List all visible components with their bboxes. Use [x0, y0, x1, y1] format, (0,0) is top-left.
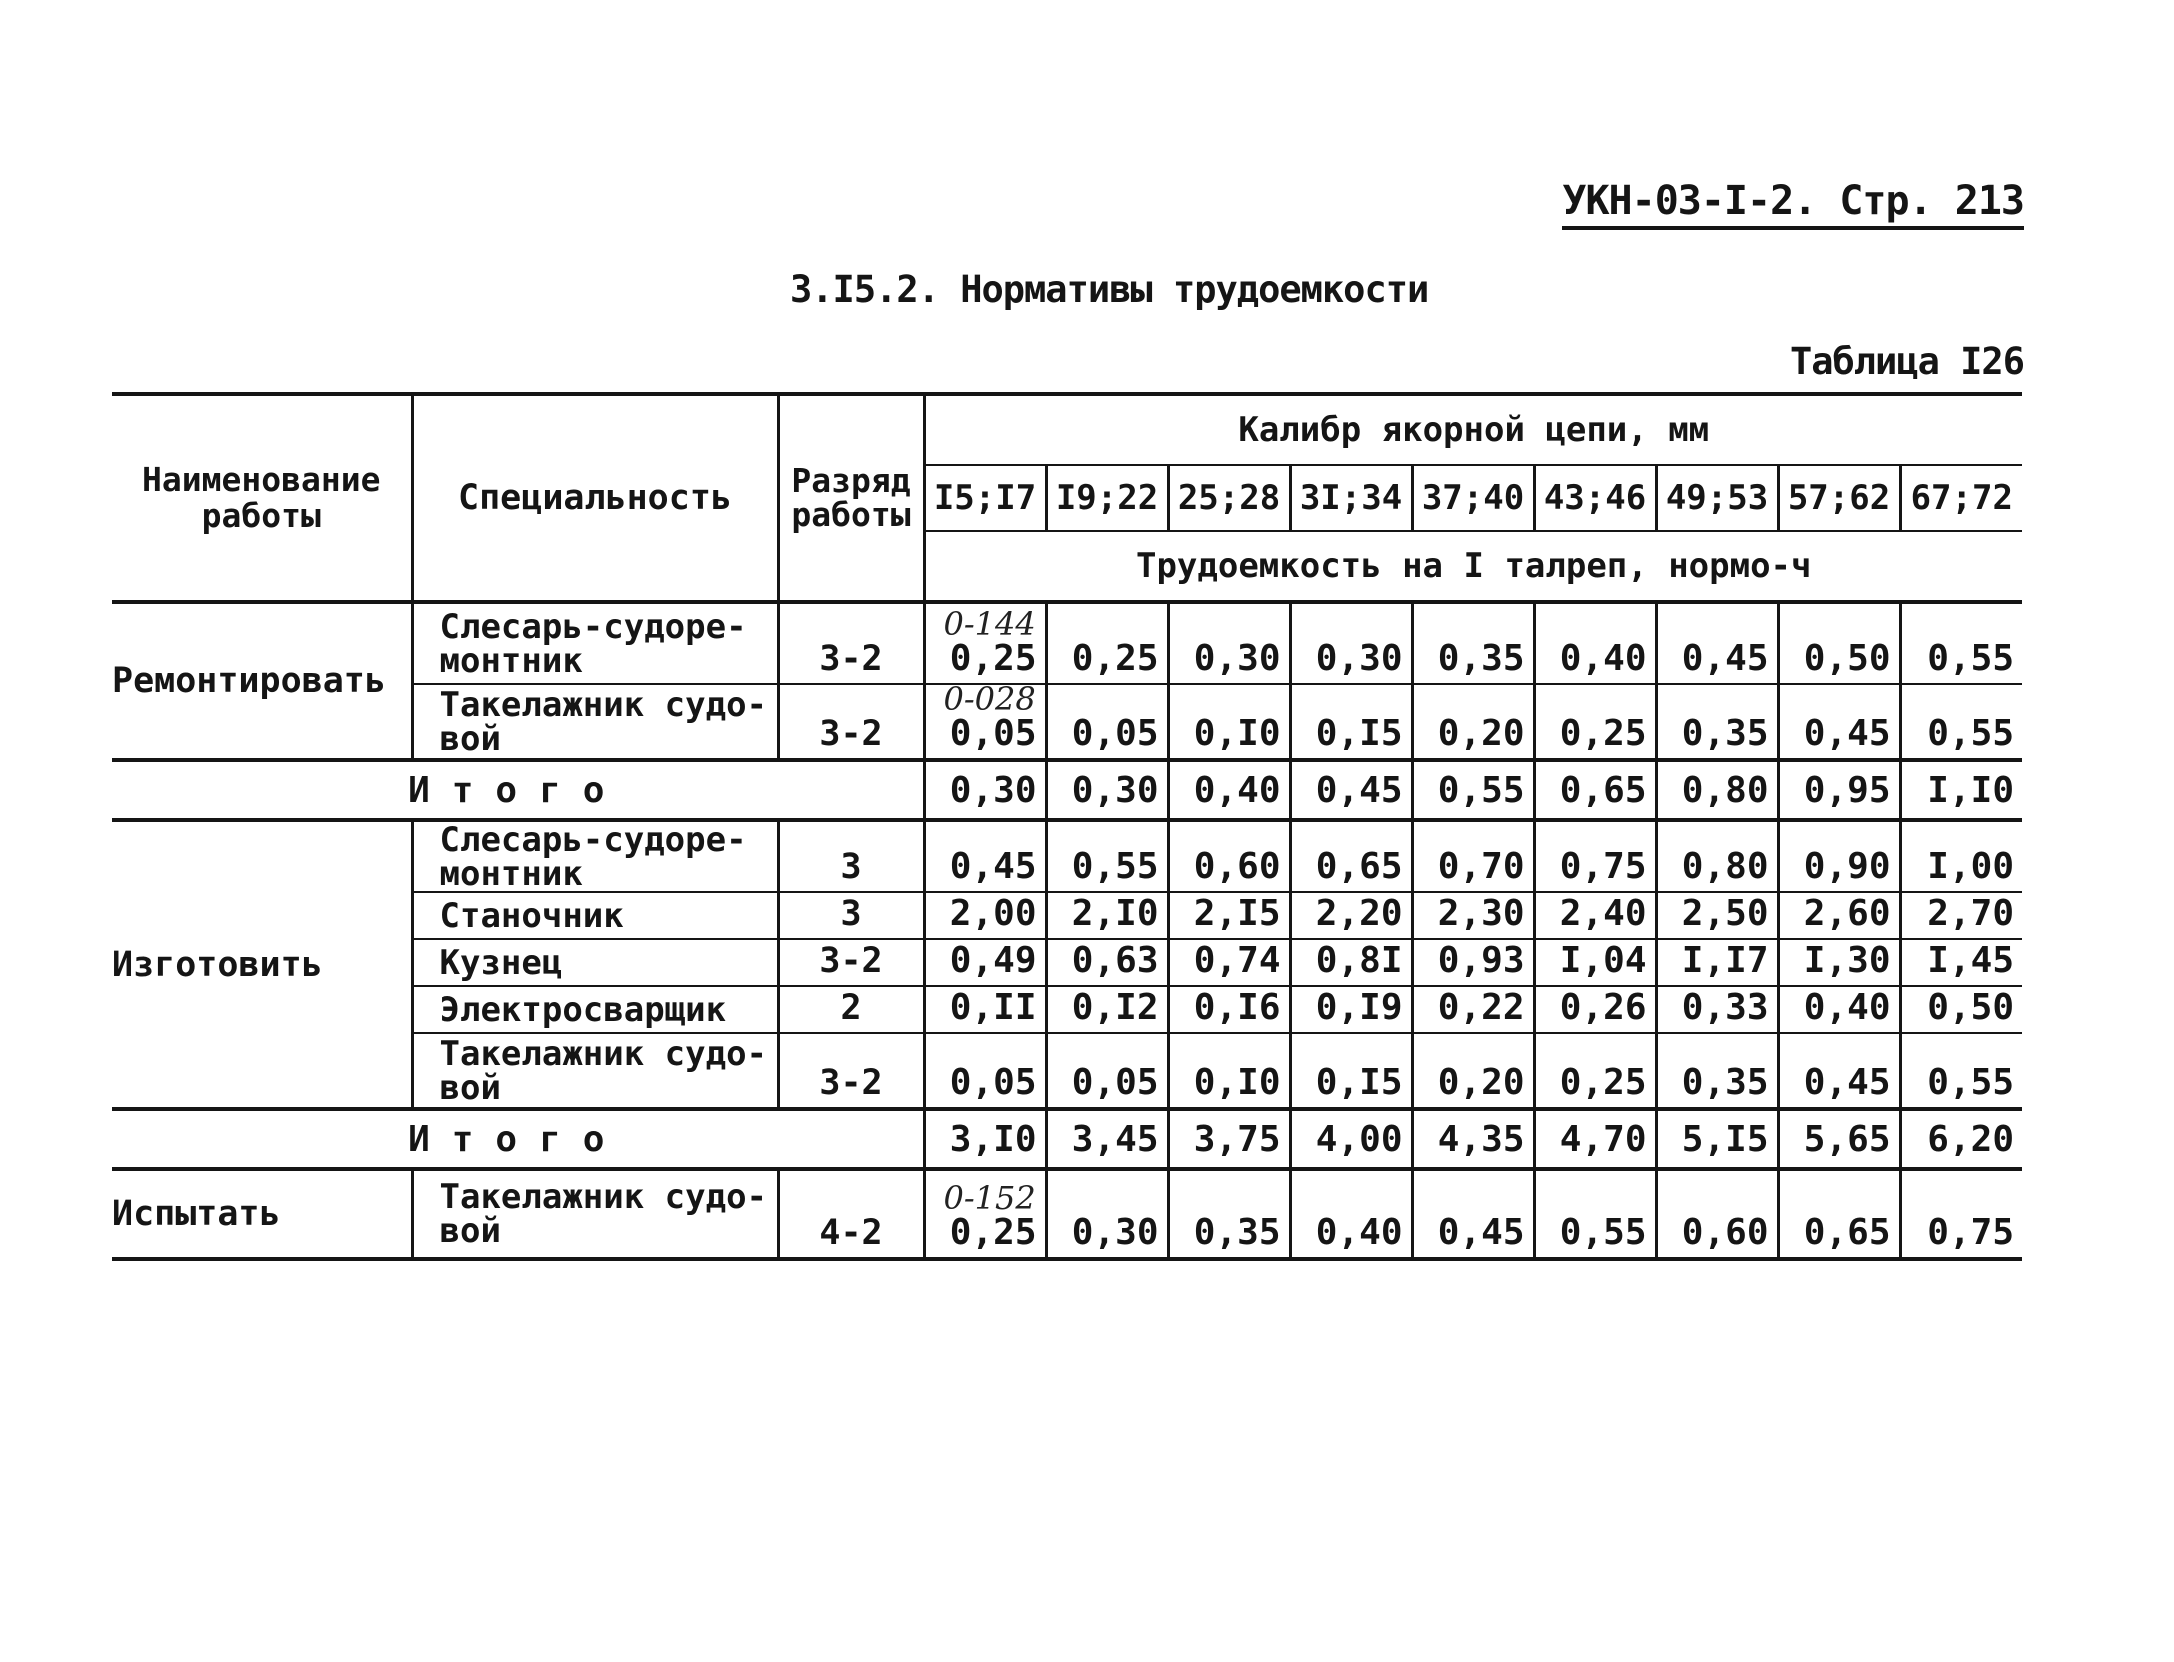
value-cell	[1412, 1033, 1534, 1109]
specialty-cell: Электросварщик	[412, 986, 778, 1033]
value-text: 0,25	[949, 1212, 1037, 1253]
value-cell	[1900, 602, 2022, 684]
value-text: 0,05	[949, 1062, 1037, 1103]
total-row	[112, 760, 2022, 820]
value-cell	[1046, 939, 1168, 986]
value-cell	[1290, 820, 1412, 892]
value-text: 0,45	[1803, 1062, 1891, 1103]
value-cell	[1168, 1033, 1290, 1109]
value-cell	[1778, 684, 1900, 760]
header-caliber-value: 49;53	[1656, 465, 1778, 531]
value-cell	[1412, 986, 1534, 1033]
value-cell	[1168, 1169, 1290, 1259]
table-row	[112, 602, 2022, 684]
document-code: УКН-03-I-2. Стр. 213	[1562, 178, 2024, 230]
value-cell	[1534, 684, 1656, 760]
value-cell	[924, 680, 1046, 760]
grade-cell: 3	[778, 892, 924, 939]
value-cell	[1656, 602, 1778, 684]
value-text: 0,25	[1559, 1062, 1647, 1103]
value-cell	[1778, 1169, 1900, 1259]
value-text: 0,I0	[1193, 1062, 1281, 1103]
value-text: 0,30	[1315, 638, 1403, 679]
value-cell	[1778, 820, 1900, 892]
value-text: 0,30	[1193, 638, 1281, 679]
value-text: 0,50	[1927, 987, 2014, 1028]
value-cell	[1168, 939, 1290, 986]
value-cell	[1900, 1169, 2022, 1259]
value-text: 0,55	[1927, 638, 2014, 679]
labor-norms-table	[112, 392, 2022, 1261]
value-cell	[1778, 892, 1900, 939]
value-cell	[1290, 602, 1412, 684]
value-cell	[1900, 1033, 2022, 1109]
grade-cell: 2	[778, 986, 924, 1033]
value-text: 0,35	[1681, 1062, 1769, 1103]
value-text: 0,40	[1803, 987, 1891, 1028]
header-caliber-value: 3I;34	[1290, 465, 1412, 531]
value-cell	[1534, 1033, 1656, 1109]
total-value: 0,45	[1290, 760, 1412, 820]
value-cell	[1900, 820, 2022, 892]
header-grade: Разряд работы	[778, 394, 924, 602]
value-text: 2,70	[1927, 893, 2014, 934]
value-text: 0,8I	[1315, 940, 1403, 981]
value-text: 0,05	[1071, 713, 1159, 754]
total-value: 0,40	[1168, 760, 1290, 820]
value-cell	[924, 1033, 1046, 1109]
value-cell	[1534, 602, 1656, 684]
total-row	[112, 1109, 2022, 1169]
value-text: 0,30	[1071, 1212, 1159, 1253]
value-text: 0,25	[1559, 713, 1647, 754]
handwritten-note: 0-028	[943, 680, 1036, 718]
specialty-cell: Такелажник судо-вой	[412, 684, 778, 760]
total-value: 0,95	[1778, 760, 1900, 820]
value-cell	[1290, 684, 1412, 760]
value-cell	[1290, 892, 1412, 939]
value-cell	[1168, 602, 1290, 684]
value-cell	[1656, 820, 1778, 892]
value-text: 0,I2	[1071, 987, 1159, 1028]
value-cell	[1656, 986, 1778, 1033]
value-cell	[1900, 986, 2022, 1033]
value-cell	[1778, 986, 1900, 1033]
value-text: 2,I5	[1193, 893, 1281, 934]
value-cell	[1534, 986, 1656, 1033]
value-text: 0,20	[1437, 1062, 1525, 1103]
header-caliber-value: I9;22	[1046, 465, 1168, 531]
value-text: 0,I6	[1193, 987, 1281, 1028]
value-cell	[1168, 684, 1290, 760]
value-cell	[1534, 1169, 1656, 1259]
value-cell	[1534, 892, 1656, 939]
value-cell	[1290, 939, 1412, 986]
operation-name: Изготовить	[112, 820, 412, 1109]
value-cell	[1778, 939, 1900, 986]
value-cell	[924, 986, 1046, 1033]
grade-cell: 3	[778, 820, 924, 892]
total-value: 4,35	[1412, 1109, 1534, 1169]
value-text: 0,70	[1437, 846, 1525, 887]
value-text: I,30	[1803, 940, 1891, 981]
header-labor: Трудоемкость на I талреп, нормо-ч	[1135, 546, 1812, 586]
value-text: 0,45	[1803, 713, 1891, 754]
total-value: 0,55	[1412, 760, 1534, 820]
total-value: 4,70	[1534, 1109, 1656, 1169]
value-cell	[1778, 602, 1900, 684]
header-caliber-value: 67;72	[1910, 478, 2013, 518]
header-caliber-value: 25;28	[1168, 465, 1290, 531]
value-cell	[924, 892, 1046, 939]
value-cell	[1412, 602, 1534, 684]
header-work-name: Наименование работы	[112, 394, 412, 602]
value-text: 0,75	[1927, 1212, 2014, 1253]
value-cell	[1046, 1033, 1168, 1109]
value-cell	[1412, 820, 1534, 892]
value-text: I,04	[1559, 940, 1647, 981]
value-cell	[1046, 986, 1168, 1033]
value-text: 0,I9	[1315, 987, 1403, 1028]
value-text: 0,55	[1927, 713, 2014, 754]
value-text: 0,05	[949, 713, 1037, 754]
value-cell	[1778, 1033, 1900, 1109]
table-row	[112, 820, 2022, 892]
value-text: 0,63	[1071, 940, 1159, 981]
value-text: 0,25	[949, 638, 1037, 679]
value-cell	[1290, 986, 1412, 1033]
value-text: 0,40	[1315, 1212, 1403, 1253]
value-cell	[1656, 939, 1778, 986]
value-text: 0,26	[1559, 987, 1647, 1028]
operation-name: Испытать	[112, 1169, 412, 1259]
handwritten-note: 0-152	[943, 1179, 1036, 1217]
value-text: 0,35	[1437, 638, 1525, 679]
value-text: 0,45	[1681, 638, 1769, 679]
header-caliber: Калибр якорной цепи, мм	[924, 394, 2022, 465]
value-cell	[924, 602, 1046, 684]
grade-cell: 3-2	[778, 1033, 924, 1109]
specialty-cell: Слесарь-судоре-монтник	[412, 820, 778, 892]
value-cell	[1168, 892, 1290, 939]
value-cell	[1046, 892, 1168, 939]
handwritten-note: 0-144	[943, 605, 1036, 643]
value-text: 0,35	[1193, 1212, 1281, 1253]
table-label: Таблица I26	[1789, 340, 2024, 383]
value-cell	[1412, 892, 1534, 939]
value-text: 0,33	[1681, 987, 1769, 1028]
total-value: 4,00	[1290, 1109, 1412, 1169]
value-cell	[1900, 939, 2022, 986]
value-cell	[1656, 1033, 1778, 1109]
value-text: 2,20	[1315, 893, 1403, 934]
total-value: 0,30	[1046, 760, 1168, 820]
header-row-caliber	[112, 394, 2022, 465]
header-caliber-value: 43;46	[1534, 465, 1656, 531]
header-specialty: Специальность	[412, 394, 778, 602]
value-text: I,I7	[1681, 940, 1769, 981]
value-text: 0,49	[949, 940, 1037, 981]
value-text: 0,II	[949, 987, 1037, 1028]
total-value: 6,20	[1927, 1118, 2014, 1160]
value-text: 0,05	[1071, 1062, 1159, 1103]
value-cell	[1534, 820, 1656, 892]
grade-cell: 3-2	[778, 602, 924, 684]
value-text: 0,22	[1437, 987, 1525, 1028]
value-cell	[1046, 602, 1168, 684]
grade-cell: 4-2	[778, 1169, 924, 1259]
total-value: 0,80	[1656, 760, 1778, 820]
value-text: 0,74	[1193, 940, 1281, 981]
value-cell	[1656, 684, 1778, 760]
value-cell	[1656, 892, 1778, 939]
value-text: 2,I0	[1071, 893, 1159, 934]
value-cell	[1656, 1169, 1778, 1259]
value-text: 2,60	[1803, 893, 1891, 934]
value-text: 0,20	[1437, 713, 1525, 754]
value-cell	[924, 1169, 1046, 1259]
value-text: I,00	[1927, 846, 2014, 887]
total-value: 5,65	[1778, 1109, 1900, 1169]
value-text: 0,I5	[1315, 713, 1403, 754]
value-cell	[1046, 684, 1168, 760]
header-caliber-value: I5;I7	[924, 465, 1046, 531]
total-value: I,I0	[1927, 769, 2014, 811]
total-value: 3,75	[1168, 1109, 1290, 1169]
value-text: 0,60	[1193, 846, 1281, 887]
value-cell	[1900, 684, 2022, 760]
value-cell	[1290, 1033, 1412, 1109]
specialty-cell: Такелажник судо-вой	[412, 1169, 778, 1259]
value-cell	[1412, 1169, 1534, 1259]
header-caliber-value: 37;40	[1412, 465, 1534, 531]
table-body	[112, 602, 2022, 1259]
value-text: 0,45	[949, 846, 1037, 887]
value-text: 2,30	[1437, 893, 1525, 934]
value-text: 2,40	[1559, 893, 1647, 934]
value-text: 0,65	[1803, 1212, 1891, 1253]
value-text: 0,80	[1681, 846, 1769, 887]
value-text: 0,40	[1559, 638, 1647, 679]
total-value: 3,I0	[924, 1109, 1046, 1169]
value-cell	[1168, 986, 1290, 1033]
value-cell	[924, 939, 1046, 986]
value-cell	[1046, 820, 1168, 892]
total-value: 0,65	[1534, 760, 1656, 820]
value-text: 0,75	[1559, 846, 1647, 887]
operation-name: Ремонтировать	[112, 602, 412, 760]
value-text: 0,I0	[1193, 713, 1281, 754]
total-value: 0,30	[924, 760, 1046, 820]
value-text: 0,55	[1927, 1062, 2014, 1103]
value-text: I,45	[1927, 940, 2014, 981]
value-cell	[924, 820, 1046, 892]
value-cell	[1900, 892, 2022, 939]
value-text: 0,93	[1437, 940, 1525, 981]
value-text: 2,00	[949, 893, 1037, 934]
value-cell	[1290, 1169, 1412, 1259]
section-title: 3.I5.2. Нормативы трудоемкости	[790, 268, 1429, 311]
value-cell	[1534, 939, 1656, 986]
grade-cell: 3-2	[778, 684, 924, 760]
value-text: 0,35	[1681, 713, 1769, 754]
specialty-cell: Кузнец	[412, 939, 778, 986]
value-text: 2,50	[1681, 893, 1769, 934]
value-cell	[1168, 820, 1290, 892]
value-text: 0,45	[1437, 1212, 1525, 1253]
value-cell	[1412, 684, 1534, 760]
value-text: 0,I5	[1315, 1062, 1403, 1103]
table-header	[112, 394, 2022, 602]
specialty-cell: Слесарь-судоре-монтник	[412, 602, 778, 684]
value-text: 0,90	[1803, 846, 1891, 887]
total-label: Итого	[112, 1109, 924, 1169]
table-row	[112, 1169, 2022, 1259]
value-text: 0,25	[1071, 638, 1159, 679]
value-text: 0,55	[1071, 846, 1159, 887]
value-text: 0,65	[1315, 846, 1403, 887]
specialty-cell: Такелажник судо-вой	[412, 1033, 778, 1109]
total-value: 5,I5	[1656, 1109, 1778, 1169]
total-label: Итого	[112, 760, 924, 820]
value-text: 0,50	[1803, 638, 1891, 679]
value-cell	[1046, 1169, 1168, 1259]
header-caliber-value: 57;62	[1778, 465, 1900, 531]
value-text: 0,55	[1559, 1212, 1647, 1253]
grade-cell: 3-2	[778, 939, 924, 986]
specialty-cell: Станочник	[412, 892, 778, 939]
value-text: 0,60	[1681, 1212, 1769, 1253]
value-cell	[1412, 939, 1534, 986]
total-value: 3,45	[1046, 1109, 1168, 1169]
